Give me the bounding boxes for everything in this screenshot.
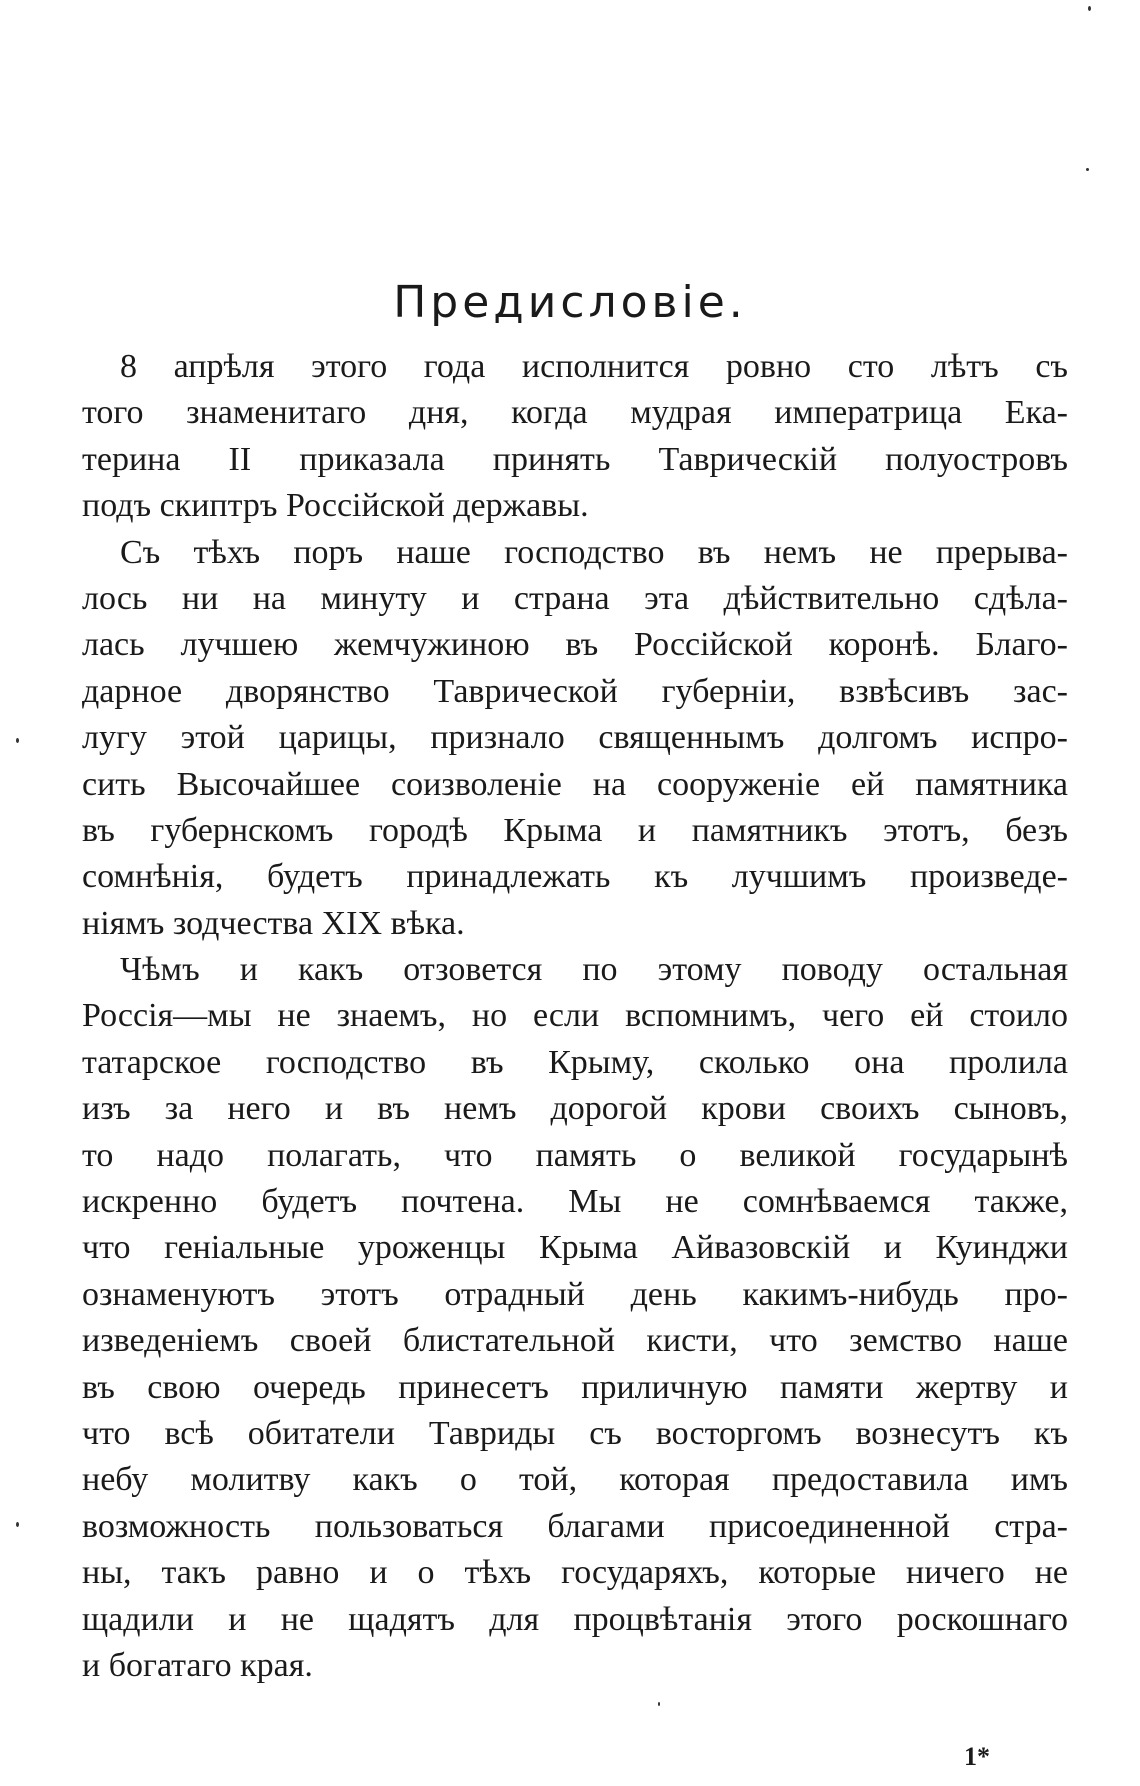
scan-speck (1086, 168, 1089, 171)
text-line: Съ тѣхъ поръ наше господство въ немъ не прерыва- (120, 533, 1068, 571)
text-line: ознаменуютъ этотъ отрадный день какимъ-нибудь про- (82, 1275, 1068, 1313)
scan-speck (16, 1522, 19, 1527)
text-line: небу молитву какъ о той, которая предоставила имъ (82, 1461, 1068, 1499)
text-line: изведеніемъ своей блистательной кисти, что земство наше (82, 1322, 1068, 1360)
text-line: лась лучшею жемчужиною въ Россійской коронѣ. Благо- (82, 626, 1068, 664)
paragraph-3 (82, 947, 1068, 1689)
text-line: что всѣ обитатели Тавриды съ восторгомъ вознесутъ къ (82, 1414, 1068, 1452)
page-number: 1* (964, 1742, 990, 1771)
text-line: изъ за него и въ немъ дорогой крови своихъ сыновъ, (82, 1090, 1068, 1128)
text-line: щадили и не щадятъ для процвѣтанія этого роскошнаго (82, 1600, 1068, 1638)
text-line: что геніальные уроженцы Крыма Айвазовскій и Куинджи (82, 1229, 1068, 1267)
text-line: Чѣмъ и какъ отзовется по этому поводу остальная (120, 951, 1068, 989)
paragraph-2 (82, 530, 1068, 948)
scan-speck (16, 738, 19, 743)
paragraph-1 (82, 344, 1068, 530)
page-heading: Предисловіе. (393, 277, 747, 329)
text-line: сомнѣнія, будетъ принадлежать къ лучшимъ произведе- (82, 858, 1068, 896)
scan-speck (658, 1702, 660, 1706)
text-line: сить Высочайшее соизволеніе на сооруженіе ей памятника (82, 765, 1068, 803)
text-line: и богатаго края. (82, 1646, 313, 1684)
text-line: подъ скиптръ Россійской державы. (82, 487, 589, 525)
text-line: въ свою очередь принесетъ приличную памяти жертву и (82, 1368, 1068, 1406)
text-line: въ губернскомъ городѣ Крыма и памятникъ этотъ, безъ (82, 811, 1068, 849)
scan-speck (1088, 6, 1091, 11)
text-line: ніямъ зодчества XIX вѣка. (82, 904, 465, 942)
text-line: того знаменитаго дня, когда мудрая императрица Ека- (82, 394, 1068, 432)
body-text (82, 344, 1068, 1689)
text-line: Россія—мы не знаемъ, но если вспомнимъ, чего ей стоило (82, 997, 1068, 1035)
text-line: татарское господство въ Крыму, сколько она пролила (82, 1043, 1068, 1081)
text-line: искренно будетъ почтена. Мы не сомнѣваемся также, (82, 1183, 1068, 1221)
text-line: лось ни на минуту и страна эта дѣйствительно сдѣла- (82, 579, 1068, 617)
text-line: 8 апрѣля этого года исполнится ровно сто лѣтъ съ (120, 348, 1068, 385)
text-line: ны, такъ равно и о тѣхъ государяхъ, которые ничего не (82, 1554, 1068, 1592)
text-line: возможность пользоваться благами присоединенной стра- (82, 1507, 1068, 1545)
text-line: терина II приказала принять Таврическій полуостровъ (82, 440, 1068, 478)
text-line: лугу этой царицы, признало священнымъ долгомъ испро- (82, 719, 1068, 757)
text-line: то надо полагать, что память о великой государынѣ (82, 1136, 1068, 1174)
text-line: дарное дворянство Таврической губерніи, взвѣсивъ зас- (82, 672, 1068, 710)
